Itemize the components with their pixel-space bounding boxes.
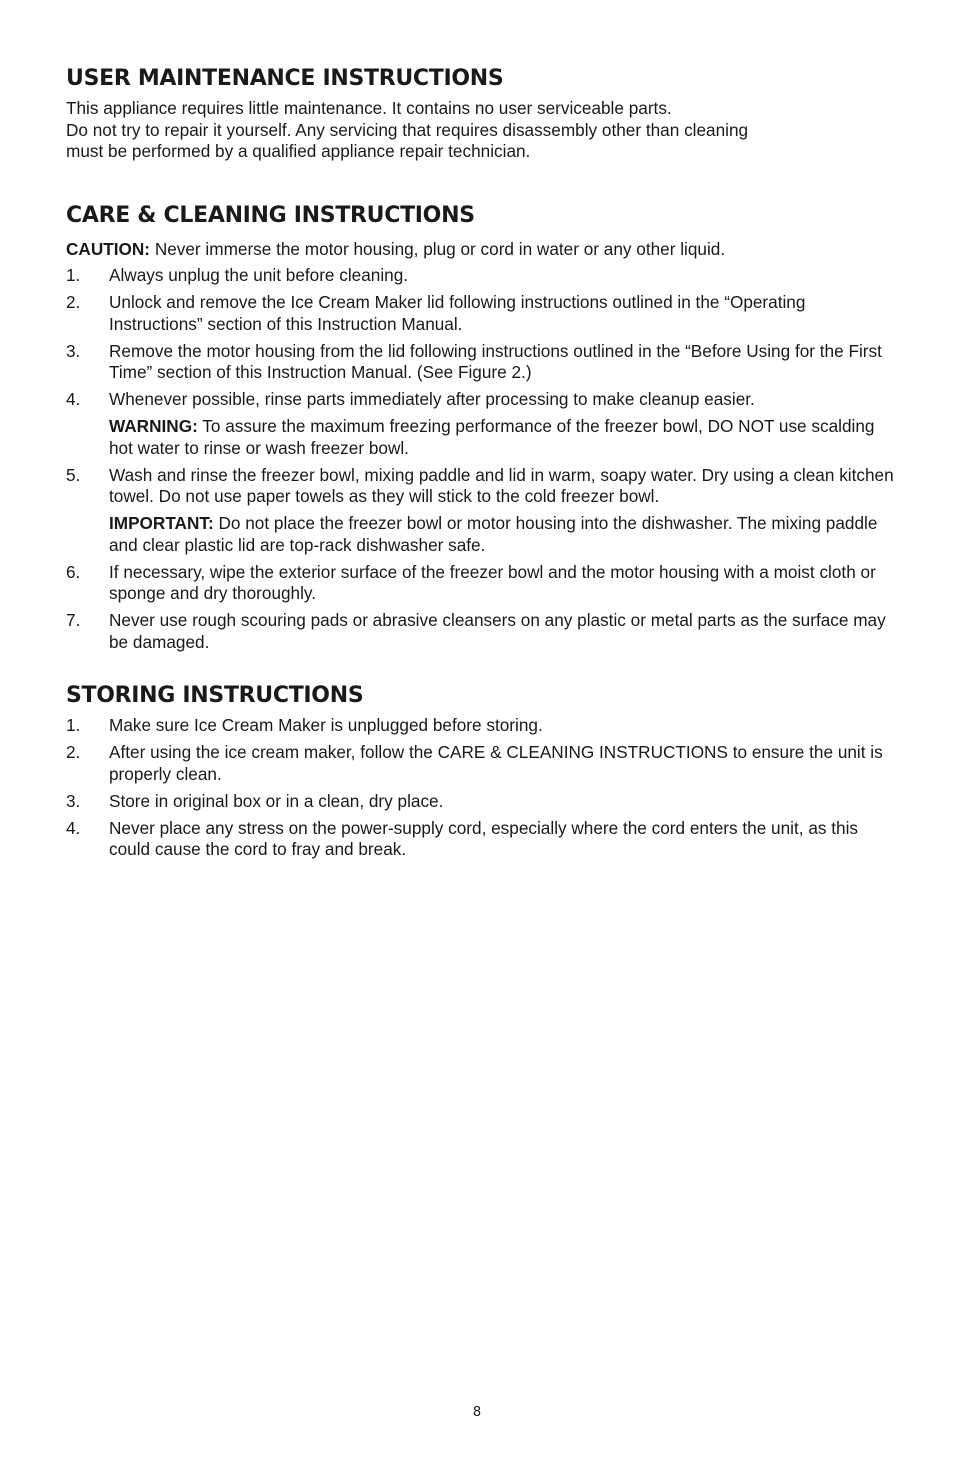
step-number: 3. xyxy=(66,340,81,361)
step-text: Whenever possible, rinse parts immediately after processing to make cleanup easier. xyxy=(109,389,755,409)
caution-note xyxy=(66,239,896,261)
storing-steps-list xyxy=(66,715,896,861)
page-number: 8 xyxy=(472,1405,482,1420)
care-cleaning-heading: CARE & CLEANING INSTRUCTIONS xyxy=(66,202,475,228)
step-number: 4. xyxy=(66,389,81,409)
care-step-4 xyxy=(66,389,896,459)
step-number: 1. xyxy=(66,265,81,285)
maintenance-line-1: This appliance requires little maintenance. It contains no user serviceable parts. xyxy=(66,98,672,118)
maintenance-section xyxy=(66,64,896,163)
care-step-3 xyxy=(66,341,896,384)
caution-label: CAUTION: xyxy=(66,238,151,259)
step-text: Remove the motor housing from the lid following instructions outlined in the “Before Using for the First Time” section of this Instruction Manual. (See Figure 2.) xyxy=(109,340,882,382)
step-text: After using the ice cream maker, follow the CARE & CLEANING INSTRUCTIONS to ensure the unit is properly clean. xyxy=(109,742,883,784)
maintenance-line-3: must be performed by a qualified appliance repair technician. xyxy=(66,141,531,161)
warning-note xyxy=(109,416,896,459)
storing-heading: STORING INSTRUCTIONS xyxy=(66,683,364,708)
step-text: Store in original box or in a clean, dry place. xyxy=(109,790,444,811)
important-text: Do not place the freezer bowl or motor housing into the dishwasher. The mixing paddle and clear plastic lid are top-rack dishwasher safe. xyxy=(109,513,878,555)
step-text: Never use rough scouring pads or abrasive cleansers on any plastic or metal parts as the surface may be damaged. xyxy=(109,610,886,652)
care-step-2 xyxy=(66,292,896,335)
step-number: 3. xyxy=(66,790,81,811)
step-number: 2. xyxy=(66,742,81,762)
step-number: 7. xyxy=(66,610,81,630)
storing-step-4 xyxy=(66,818,896,861)
storing-step-2 xyxy=(66,742,896,785)
important-label: IMPORTANT: xyxy=(109,513,214,533)
step-text: If necessary, wipe the exterior surface of the freezer bowl and the motor housing with a moist cloth or sponge and dry thoroughly. xyxy=(109,561,876,603)
maintenance-heading: USER MAINTENANCE INSTRUCTIONS xyxy=(66,66,504,91)
care-step-5 xyxy=(66,465,896,557)
step-text: Unlock and remove the Ice Cream Maker lid following instructions outlined in the “Operating Instructions” section of this Instruction Manual. xyxy=(109,292,806,334)
care-step-6 xyxy=(66,562,896,605)
step-text: Always unplug the unit before cleaning. xyxy=(109,265,409,285)
care-step-1 xyxy=(66,265,896,287)
warning-text: To assure the maximum freezing performance of the freezer bowl, DO NOT use scalding hot water to rinse or wash freezer bowl. xyxy=(109,416,875,458)
step-text: Never place any stress on the power-supply cord, especially where the cord enters the unit, as this could cause the cord to fray and break. xyxy=(109,817,858,859)
important-note xyxy=(109,513,896,556)
care-step-7 xyxy=(66,610,896,653)
storing-section xyxy=(66,681,896,861)
step-text: Wash and rinse the freezer bowl, mixing paddle and lid in warm, soapy water. Dry using a clean kitchen towel. Do not use paper towels as they will stick to the cold freezer bowl. xyxy=(109,464,894,506)
storing-step-3 xyxy=(66,791,896,813)
care-cleaning-section xyxy=(66,201,896,654)
step-number: 5. xyxy=(66,464,81,485)
step-text: Make sure Ice Cream Maker is unplugged before storing. xyxy=(109,715,543,735)
care-steps-list xyxy=(66,265,896,653)
maintenance-line-2: Do not try to repair it yourself. Any servicing that requires disassembly other than cleaning xyxy=(66,119,749,140)
storing-step-1 xyxy=(66,715,896,737)
step-number: 6. xyxy=(66,561,81,582)
warning-label: WARNING: xyxy=(109,416,198,436)
step-number: 4. xyxy=(66,817,81,838)
caution-text: Never immerse the motor housing, plug or cord in water or any other liquid. xyxy=(154,238,726,259)
manual-page xyxy=(66,64,896,866)
step-number: 2. xyxy=(66,292,81,312)
step-number: 1. xyxy=(66,715,81,735)
